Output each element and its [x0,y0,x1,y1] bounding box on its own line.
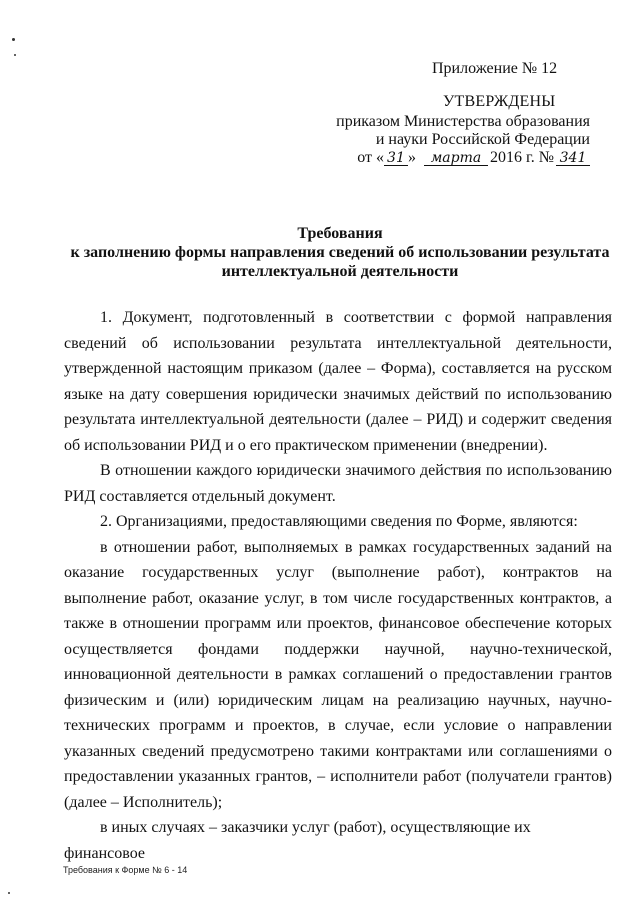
order-line-federation: и науки Российской Федерации [375,131,590,148]
scan-speck [12,38,15,41]
order-date-prefix: от « [357,149,384,166]
title-line-3: интеллектуальной деятельности [221,263,459,280]
order-number-handwritten: 341 [556,151,590,166]
order-date-line [357,149,590,167]
appendix-label: Приложение № 12 [432,60,558,77]
order-date-quote: » [407,149,416,166]
approved-heading: УТВЕРЖДЕНЫ [443,93,556,110]
order-day-handwritten: 31 [384,151,408,166]
paragraph-2: В отношении каждого юридически значимого действия по использованию РИД составляется отдельный документ. [64,462,612,505]
page-footer: Требования к Форме № 6 - 14 [63,865,188,875]
title-line-2: к заполнению формы направления сведений об использовании результата [70,244,610,261]
document-body [64,305,612,866]
title-line-1: Требования [297,225,383,242]
paragraph-5: в иных случаях – заказчики услуг (работ), осуществляющие их финансовое [64,819,531,862]
scan-speck [14,54,16,56]
order-line-ministry: приказом Министерства образования [336,113,590,130]
document-title [60,224,620,281]
paragraph-4: в отношении работ, выполняемых в рамках государственных заданий на оказание государственных услуг (выполнение работ), контрактов на выполнение работ, оказание услуг, в том числе государственных контрактов, а также в отношении программ или проектов, финансовое обеспечение которых осуществляется фондами поддержки научной, научно-технической, инновационной деятельности в рамках соглашений о предоставлении грантов физическим и (или) юридическим лицам на реализацию научных, научно-технических программ и проектов, в случае, если условие о направлении указанных сведений предусмотрено такими контрактами или соглашениями о предоставлении указанных грантов, – исполнители работ (получатели грантов) (далее – Исполнитель); [64,538,612,811]
paragraph-1: 1. Документ, подготовленный в соответствии с формой направления сведений об использовании результата интеллектуальной деятельности, утвержденной настоящим приказом (далее – Форма), составляется на русском языке на дату совершения юридически значимых действий по использованию результата интеллектуальной деятельности (далее – РИД) и содержит сведения об использовании РИД и о его практическом применении (внедрении). [64,309,612,454]
order-year: 2016 г. № [489,149,554,166]
order-month-handwritten: марта [424,151,488,166]
paragraph-3: 2. Организациями, предоставляющими сведения по Форме, являются: [100,513,578,530]
scan-speck [8,892,10,894]
